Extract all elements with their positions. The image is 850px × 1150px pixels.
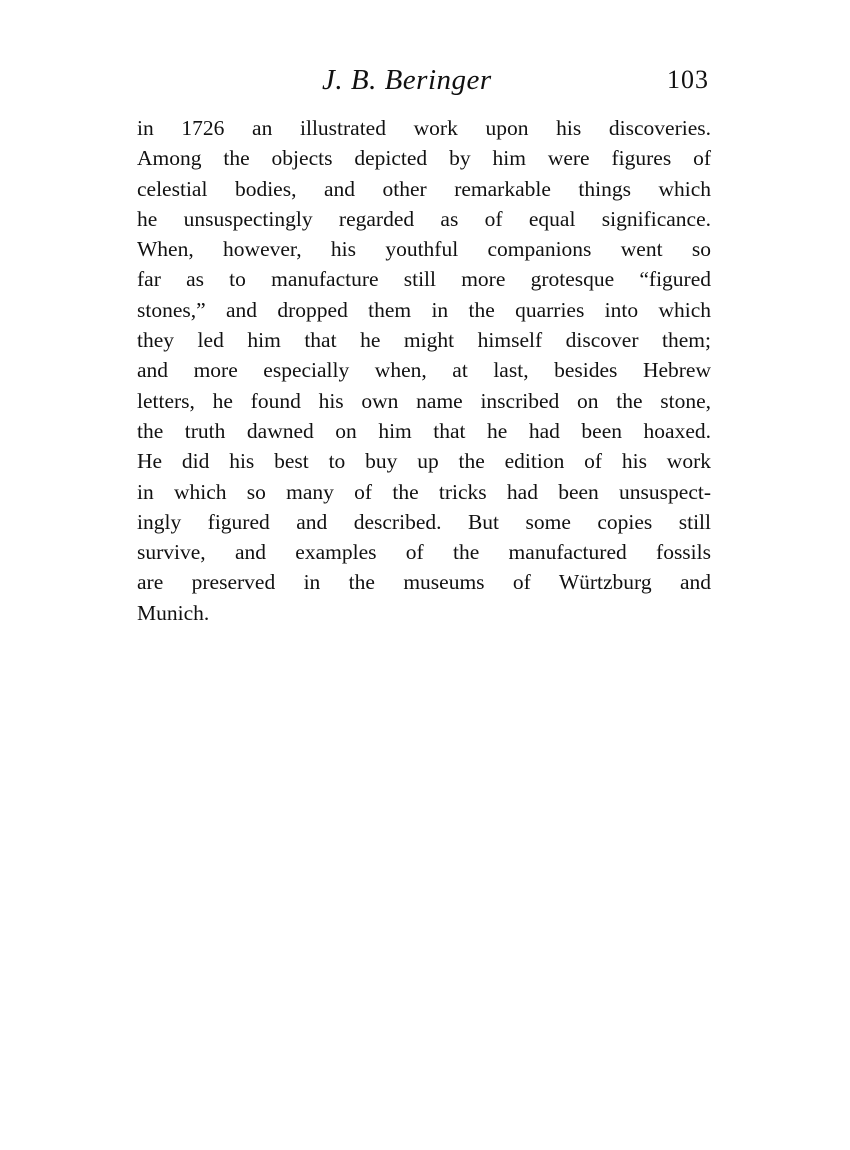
text-line: far as to manufacture still more grotesque “figured <box>137 267 711 292</box>
text-line: are preserved in the museums of Würtzburg and <box>137 570 711 595</box>
body-paragraph <box>137 113 711 628</box>
text-line: Munich. <box>137 600 210 625</box>
page-number: 103 <box>667 65 709 94</box>
text-line: He did his best to buy up the edition of his work <box>137 449 711 474</box>
text-line: in which so many of the tricks had been unsuspect- <box>137 479 711 504</box>
running-head <box>137 62 711 98</box>
text-line: the truth dawned on him that he had been hoaxed. <box>137 418 711 443</box>
running-title: J. B. Beringer <box>322 64 492 96</box>
text-line: in 1726 an illustrated work upon his discoveries. <box>137 116 711 140</box>
text-line: and more especially when, at last, besides Hebrew <box>137 358 711 383</box>
text-line: ingly figured and described. But some copies still <box>137 509 711 534</box>
text-line: survive, and examples of the manufactured fossils <box>137 540 711 565</box>
text-line: stones,” and dropped them in the quarries into which <box>137 297 711 322</box>
text-line: they led him that he might himself discover them; <box>137 328 711 353</box>
text-line: Among the objects depicted by him were figures of <box>137 146 711 171</box>
text-line: When, however, his youthful companions went so <box>137 237 711 262</box>
text-line: letters, he found his own name inscribed on the stone, <box>137 388 711 413</box>
text-line: celestial bodies, and other remarkable things which <box>137 176 711 201</box>
text-line: he unsuspectingly regarded as of equal significance. <box>137 206 711 231</box>
